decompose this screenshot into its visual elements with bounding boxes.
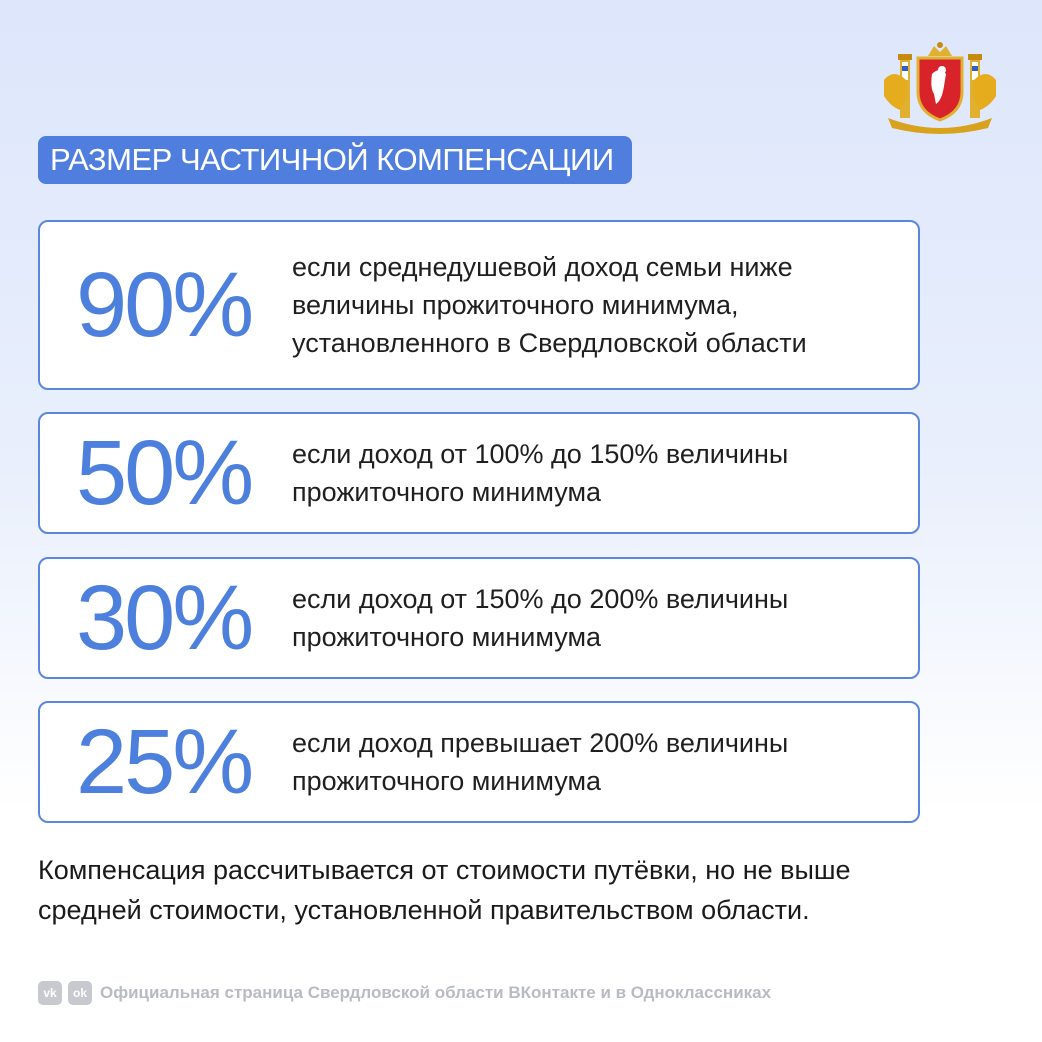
condition-line: если доход превышает 200% величины: [292, 728, 789, 758]
compensation-condition: [292, 435, 912, 511]
footer-text: Официальная страница Свердловской области ВКонтакте и в Одноклассниках: [100, 983, 772, 1002]
section-title: РАЗМЕР ЧАСТИЧНОЙ КОМПЕНСАЦИИ: [50, 142, 614, 177]
condition-line: установленного в Свердловской области: [292, 328, 807, 358]
compensation-note: [38, 850, 998, 930]
vk-icon[interactable]: vk: [38, 981, 62, 1005]
condition-line: прожиточного минимума: [292, 622, 602, 652]
condition-line: прожиточного минимума: [292, 477, 602, 507]
note-line: средней стоимости, установленной правительством области.: [38, 895, 810, 925]
compensation-card-30: [38, 557, 920, 679]
compensation-card-90: [38, 220, 920, 390]
compensation-condition: [292, 248, 912, 362]
note-line: Компенсация рассчитывается от стоимости путёвки, но не выше: [38, 855, 851, 885]
condition-line: если доход от 150% до 200% величины: [292, 584, 789, 614]
ok-icon[interactable]: ok: [68, 981, 92, 1005]
compensation-card-25: [38, 701, 920, 823]
condition-line: если среднедушевой доход семьи ниже: [292, 252, 793, 282]
compensation-percent: 50%: [76, 422, 252, 524]
coat-of-arms-icon: [880, 40, 1000, 135]
condition-line: величины прожиточного минимума,: [292, 290, 739, 320]
compensation-percent: 90%: [76, 254, 252, 356]
compensation-condition: [292, 580, 912, 656]
footer: [38, 980, 771, 1006]
compensation-card-50: [38, 412, 920, 534]
section-title-badge: [38, 136, 632, 184]
compensation-percent: 30%: [76, 567, 252, 669]
compensation-percent: 25%: [76, 711, 252, 813]
compensation-condition: [292, 724, 912, 800]
condition-line: прожиточного минимума: [292, 766, 602, 796]
condition-line: если доход от 100% до 150% величины: [292, 439, 789, 469]
